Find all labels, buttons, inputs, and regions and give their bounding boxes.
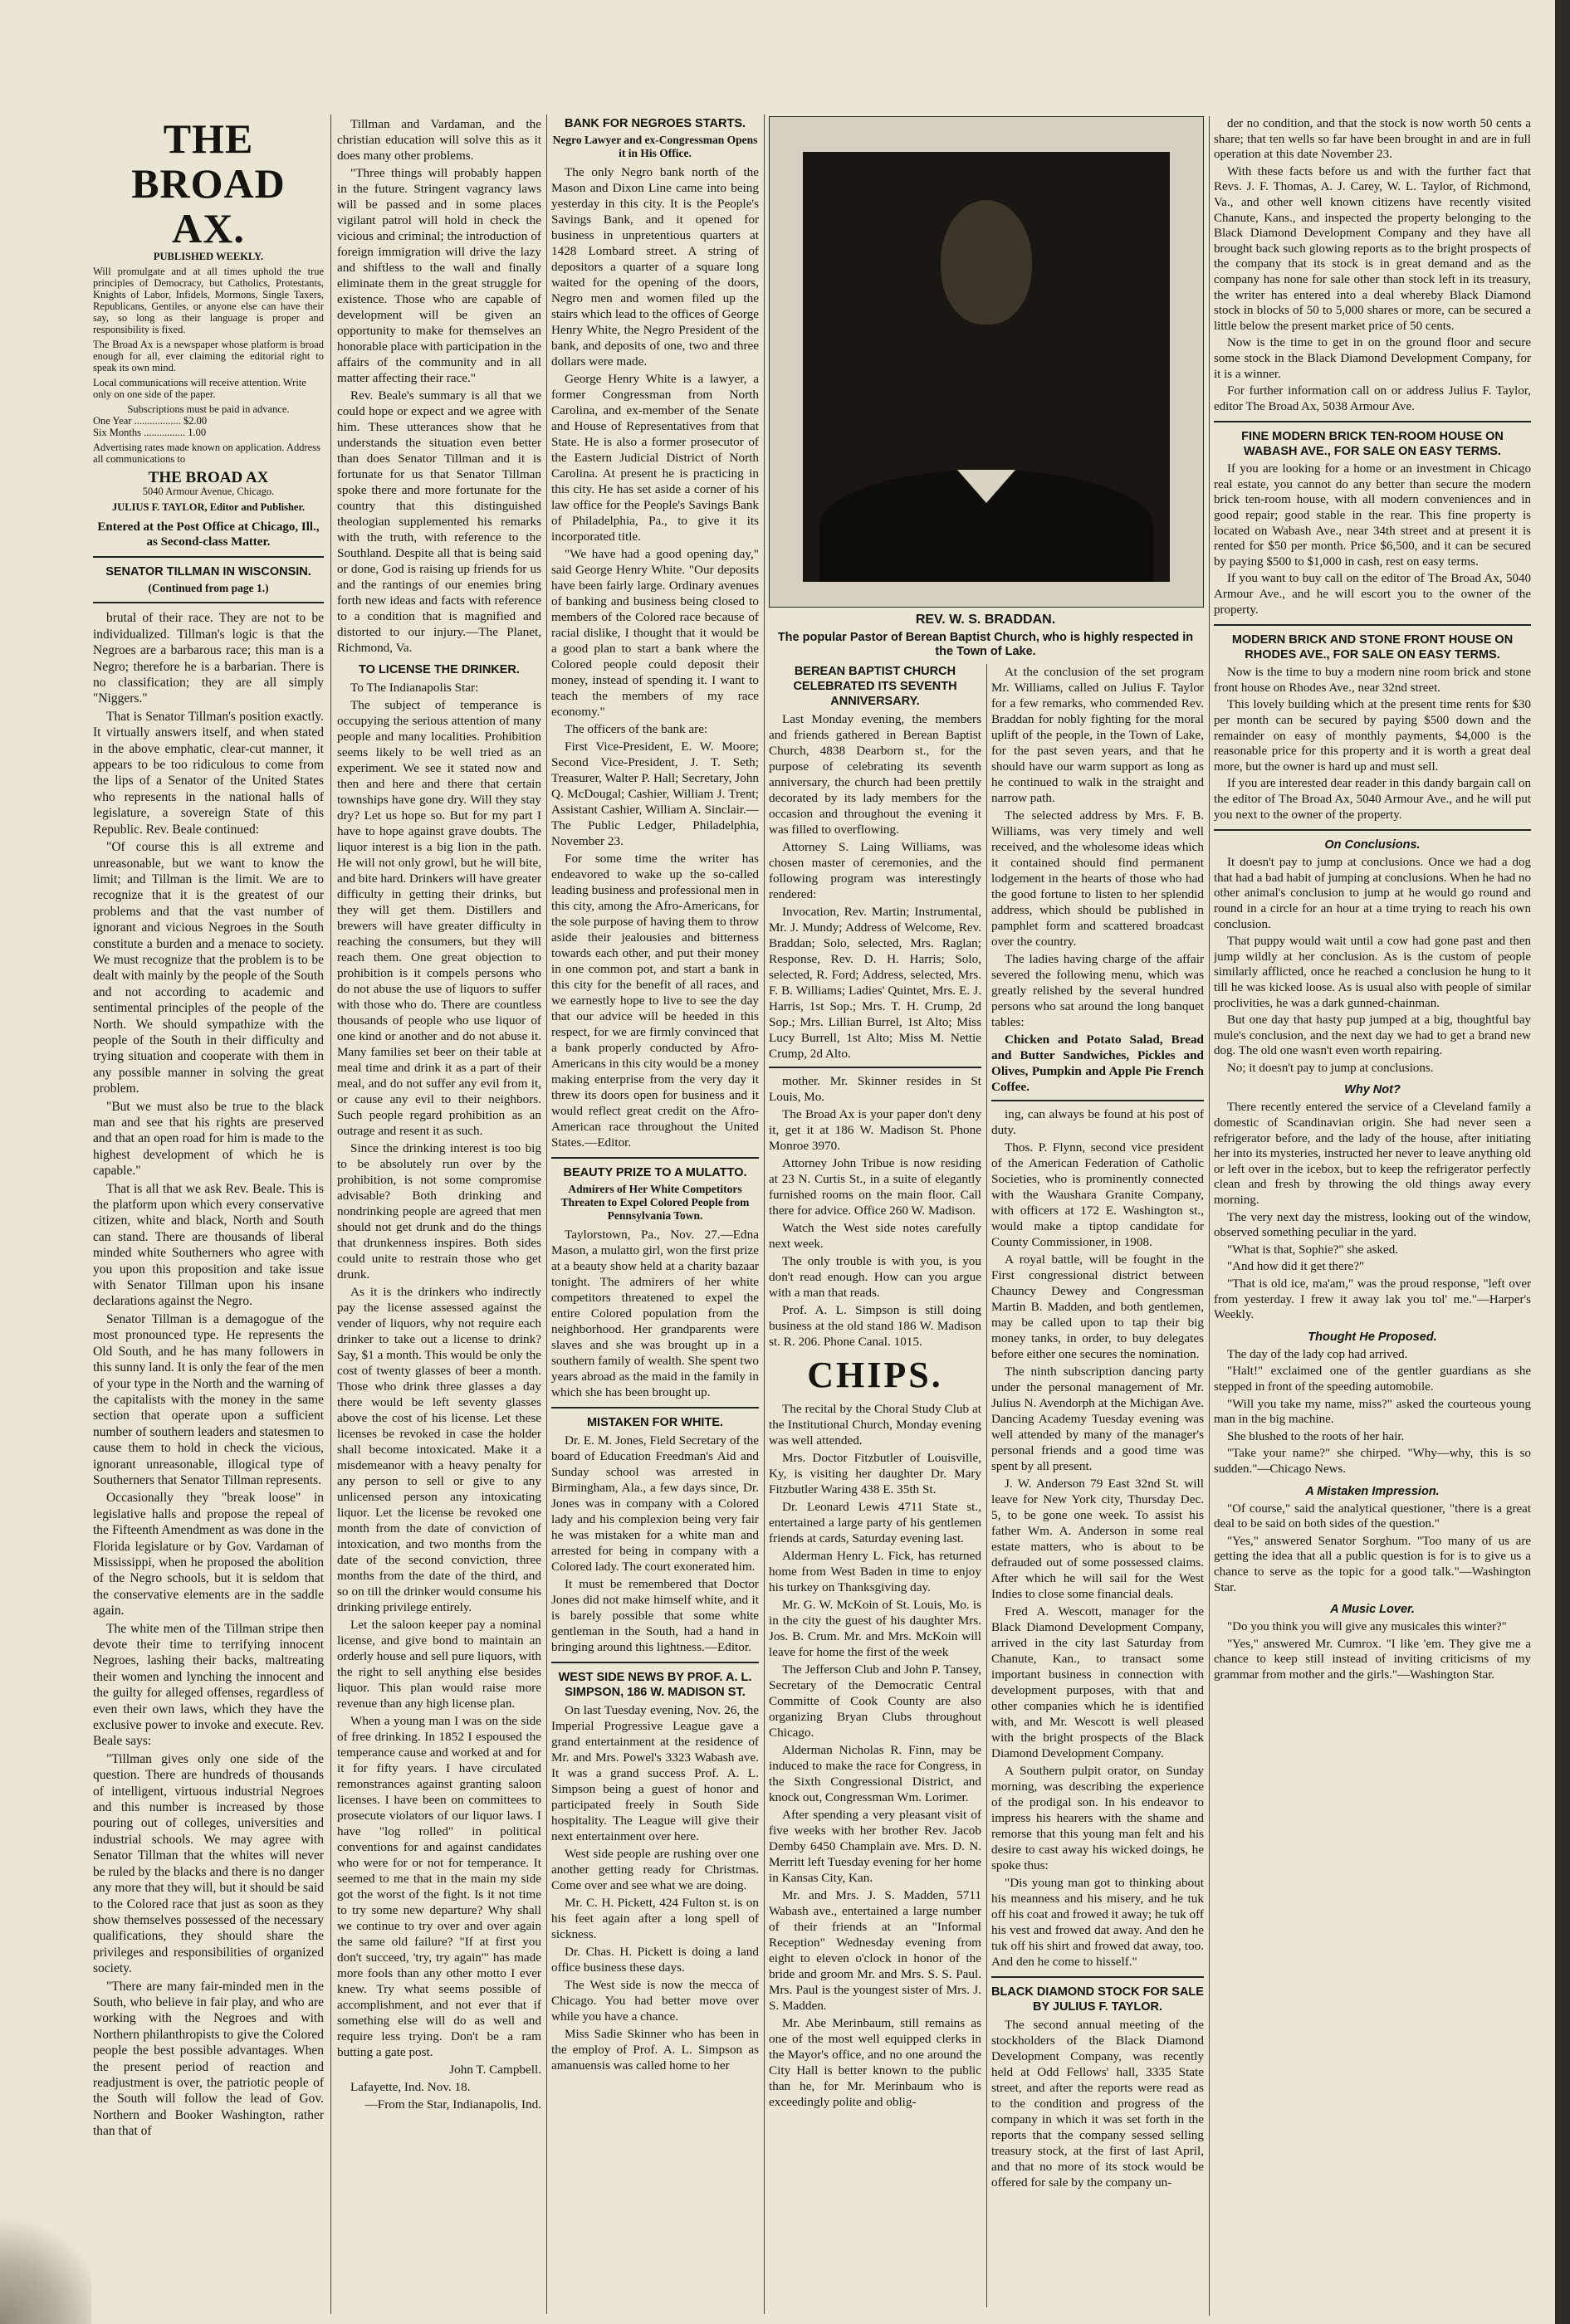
tillman-rule [93, 602, 324, 603]
masthead-rate-year: One Year .................. $2.00 [93, 415, 208, 427]
west-side-continued-paragraph: Watch the West side notes carefully next week. [769, 1221, 981, 1251]
drinker-paragraph: The subject of temperance is occupying the serious attention of many people and many localities. Prohibition seems likely to be well tried as an experiment. We see it stated now and then and here and there that certain townships have gone dry. Will they stay dry? Let us hope so. But for my part I have to hope against grave doubts. The liquor interest is a big lion in the path. He will not only growl, but he will bite, and bite hard. Drinkers will have greater difficulty in getting their drinks, but they will get them. Distillers and brewers will have greater difficulty in reaching the consumers, but they will reach them. One great objection to prohibition is it compels persons who do not abuse the use of liquors to suffer with those who do. There are countless thousands of people who use liquor of one kind or another and do not abuse it. Many families set beer on their table at meal time and drink it as a part of their meal, and do not suffer any evil from it, or cause any evil to their neighbors. Such people regard prohibition as an outrage and resent it as such. [337, 698, 541, 1138]
chips-continued-paragraph: A Southern pulpit orator, on Sunday morning, was describing the experience of the prodigal son. In his endeavor to impress his hearers with the shame and remorse that this young man felt and his desire to cast away his wicked doings, he spoke thus: [991, 1764, 1204, 1872]
wabash-house-headline: FINE MODERN BRICK TEN-ROOM HOUSE ON WABASH AVE., FOR SALE ON EASY TERMS. [1241, 430, 1504, 459]
masthead-title: THE BROAD AX. [131, 116, 286, 251]
column-1 [93, 116, 324, 2307]
masthead-address-street: 5040 Armour Avenue, Chicago. [142, 486, 275, 498]
berean-continued-paragraph: The selected address by Mrs. F. B. Williams, was very timely and well received, and the wholesome ideas which it contained should find permanent lodgement in the hearts of those who had the good fortune to listen to her splendid address, which should be published in pamphlet form and scattered broadcast over the country. [991, 808, 1204, 949]
beauty-paragraph: Taylorstown, Pa., Nov. 27.—Edna Mason, a mulatto girl, won the first prize at a beauty show held at a charity bazaar tonight. The admirers of her white competitors threatened to expel the entire Colored population from the neighborhood. Her grandparents were slaves and she was brought up in a southern family of wealth. She spent two years abroad as the maid in the family in which she has been brought up. [551, 1228, 759, 1399]
masthead-rate-six: Six Months ................ 1.00 [93, 427, 207, 438]
column-divider [764, 115, 765, 2314]
why-not-headline: Why Not? [1344, 1083, 1401, 1097]
conclusions-paragraph: But one day that hasty pup jumped at a big, thoughtful bay mule's conclusion, and the next day we had to get a brand new dog. The old one wasn't even worth repairing. [1214, 1013, 1531, 1058]
masthead-motto: Will promulgate and at all times uphold the true principles of Democracy, but Catholics, Protestants, Knights of Labor, Infidels, Mormons, Single Taxers, Republicans, Gentiles, or anyone else can have their say, so long as their language is proper and responsibility is fixed. [93, 266, 324, 335]
chips-paragraph: Mr. and Mrs. J. S. Madden, 5711 Wabash ave., entertained a large number of their friends at an "Informal Reception" Wednesday evening from eight to eleven o'clock in honor of the bride and groom Mr. and Mrs. S. S. Paul. Mrs. Paul is the youngest sister of Mrs. J. S. Madden. [769, 1888, 981, 2013]
section-rule [769, 1067, 981, 1068]
chips-paragraph: Dr. Leonard Lewis 4711 State st., entertained a large party of his gentlemen friends at cards, Saturday evening last. [769, 1500, 981, 1545]
conclusions-headline: On Conclusions. [1324, 838, 1421, 852]
west-side-paragraph: West side people are rushing over one another getting ready for Christmas. Come over and see what we are doing. [551, 1847, 759, 1892]
rhodes-house-paragraph: This lovely building which at the present time rents for $30 per month can be secured by paying $500 down and the remainder on easy of monthly payments, $4,000 is the reasonable price for this property and it is worth a great deal more, but the owner is hard up and must sell. [1214, 698, 1531, 774]
black-diamond-paragraph: The second annual meeting of the stockholders of the Black Diamond Development Company, was recently held at Odd Fellows' hall, 3335 State street, and after the reports were read as to the condition and progress of the company in which it was set forth in the reports that the company sessed selling treasury stock, at the first of last April, and that no more of its stock would be offered for sale by the company un- [991, 2018, 1204, 2190]
mistaken-paragraph: Dr. E. M. Jones, Field Secretary of the board of Education Freedman's Aid and Sunday school was arrested in Birmingham, Ala., a few days since, Dr. Jones was in company with a Colored lady and his complexion being very fair he was mistaken for a white man and arrested for being in company with a Colored lady. The court exonerated him. [551, 1433, 759, 1574]
masthead-editor: JULIUS F. TAYLOR, Editor and Publisher. [111, 501, 306, 514]
column-divider [330, 115, 331, 2314]
section-rule [1214, 421, 1531, 422]
west-side-paragraph: Miss Sadie Skinner who has been in the employ of Prof. A. L. Simpson as amanuensis was called home to her [551, 2027, 759, 2073]
west-side-continued-paragraph: The only trouble is with you, is you don't read enough. How can you argue with a man that reads. [769, 1254, 981, 1300]
chips-paragraph: Mr. Abe Merinbaum, still remains as one of the most well equipped clerks in the Mayor's office, and no one around the City Hall is better known to the public than he, for Mr. Merinbaum who is exceedingly polite and oblig- [769, 2016, 981, 2109]
conclusions-paragraph: No; it doesn't pay to jump at conclusions. [1227, 1061, 1434, 1075]
why-not-paragraph: There recently entered the service of a Cleveland family a domestic of Scandinavian origin. She had never seen a refrigerator before, and the lady of the house, after initiating her into its mysteries, instructed her never to leave anything old or left over in the icebox, but to keep the refrigerator perfectly clean and fresh by throwing the old things away every morning. [1214, 1101, 1531, 1208]
why-not-paragraph: "And how did it get there?" [1227, 1260, 1365, 1274]
black-diamond-continued-paragraph: der no condition, and that the stock is now worth 50 cents a share; that ten wells so far have been brought in and are in full operation at this date November 23. [1214, 117, 1531, 162]
tillman-paragraph: brutal of their race. They are not to be individualized. Tillman's logic is that the Negroes are a barbarous race; this man is a Negro; therefore he is a barbarian. There is no classification; they are all simply "Niggers." [93, 611, 324, 706]
berean-paragraph: Attorney S. Laing Williams, was chosen master of ceremonies, and the following program was interestingly rendered: [769, 840, 981, 901]
tillman-paragraph: Senator Tillman is a demagogue of the most pronounced type. He represents the Old South, and he has many followers in this sunny land. It is only the fear of the men of your type in the North and the warning of the capitalists with the money in the same section that operate upon a sufficient number of southern leaders and statesmen to cause them to hold in check the vicious, ignorant unreasonable, illogical type of Southerners that Senator Tillman represents. [93, 1311, 324, 1487]
chips-continued-paragraph: ing, can always be found at his post of duty. [991, 1107, 1204, 1137]
tillman-paragraph: Occasionally they "break loose" in legislative halls and propose the repeal of the Fifteenth Amendment as was done in the Florida legislature or by Gov. Vardaman of Mississippi, when he proposed the abolition of the Negro schools, but it is seldom that the conservative elements are in the saddle again. [93, 1491, 324, 1618]
page-binding-edge [1555, 0, 1570, 2324]
black-diamond-continued-paragraph: With these facts before us and with the further fact that Revs. J. F. Thomas, A. J. Carey, W. L. Taylor, of Richmond, Va., and other well known citizens have recently visited Chanute, Kans., and inspected the property belonging to the Black Diamond Development Company and they have all brought back such glowing reports as to the bright prospects of the company that its stock is in great demand and as the company has none for sale other than stock left in its treasury, the writer has entered into a deal whereby Black Diamond stock in blocks of 50 to 5,000 shares or more, can be secured a little below the present market price of 50 cents. [1214, 164, 1531, 333]
wabash-house-paragraph: If you are looking for a home or an investment in Chicago real estate, you cannot do any better than secure the modern brick ten-room house, with all modern conveniences and in good repair; good stable in the rear. This fine property is located on Wabash Ave., near 34th street and at present it is rented for $50 per month. Price $6,500, and it can be secured by paying $500 to $1,000 in cash, rest on easy terms. [1214, 462, 1531, 569]
bank-paragraph: First Vice-President, E. W. Moore; Second Vice-President, J. T. Seth; Treasurer, Walter P. Hall; Secretary, John Q. McDougal; Cashier, William J. Trent; Assistant Cashier, William A. Sinclair.—The Public Ledger, Philadelphia, November 23. [551, 740, 759, 848]
portrait-name: REV. W. S. BRADDAN. [915, 613, 1056, 627]
west-side-paragraph: Mr. C. H. Pickett, 424 Fulton st. is on his feet again after a long spell of sickness. [551, 1896, 759, 1941]
mistaken-headline: MISTAKEN FOR WHITE. [586, 1416, 724, 1429]
drinker-headline: TO LICENSE THE DRINKER. [359, 663, 520, 676]
bank-paragraph: The officers of the bank are: [565, 722, 708, 736]
conclusions-paragraph: That puppy would wait until a cow had gone past and then jump wildly at her conclusion. As is the custom of people similarly afflicted, once he reached a conclusion he hung to it till he was kicked loose. As is usual also with people of similar proclivities, he was a dark gunned-chainman. [1214, 935, 1531, 1010]
section-rule [551, 1662, 759, 1663]
masthead-entered: Entered at the Post Office at Chicago, Ill., as Second-class Matter. [97, 520, 320, 549]
why-not-paragraph: The very next day the mistress, looking out of the window, observed something peculiar in the yard. [1214, 1210, 1531, 1240]
wabash-house-paragraph: If you want to buy call on the editor of The Broad Ax, 5040 Armour Ave., and he will escort you to the owner of the property. [1214, 572, 1531, 617]
rhodes-house-paragraph: If you are interested dear reader in this dandy bargain call on the editor of The Broad Ax, 5040 Armour Ave., and he will put you next to the owner of the property. [1214, 777, 1531, 822]
column-2 [337, 116, 541, 2307]
section-rule [991, 1100, 1204, 1101]
west-side-continued-paragraph: mother. Mr. Skinner resides in St Louis, Mo. [769, 1074, 981, 1104]
drinker-paragraph: To The Indianapolis Star: [350, 681, 479, 695]
column-3 [551, 116, 759, 2307]
tillman-paragraph: That is Senator Tillman's position exactly. It virtually answers itself, and when stated in the above emphatic, clear-cut manner, it appears to be too ridiculous to come from the lips of a Senator of the United States who represents in the national halls of legislature, a sovereign State of this Republic. Rev. Beale continued: [93, 709, 324, 837]
bank-headline: BANK FOR NEGROES STARTS. [564, 117, 746, 130]
drinker-dateline: Lafayette, Ind. Nov. 18. [350, 2080, 471, 2094]
west-side-headline: WEST SIDE NEWS BY PROF. A. L. SIMPSON, 186 W. MADISON ST. [558, 1671, 752, 1699]
music-lover-paragraph: "Do you think you will give any musicales this winter?" [1227, 1620, 1507, 1634]
chips-paragraph: Mrs. Doctor Fitzbutler of Louisville, Ky, is visiting her daughter Dr. Mary Fitzbutler Waring 438 E. 35th St. [769, 1451, 981, 1496]
west-side-paragraph: Dr. Chas. H. Pickett is doing a land office business these days. [551, 1945, 759, 1975]
chips-paragraph: Mr. G. W. McKoin of St. Louis, Mo. is in the city the guest of his daughter Mrs. Jos. B. Crum. Mr. and Mrs. McKoin will leave for home the first of the week [769, 1598, 981, 1659]
portrait-photo [769, 116, 1204, 608]
drinker-paragraph: Let the saloon keeper pay a nominal license, and give bond to maintain an orderly house and sell pure liquors, with the right to sell anything else besides liquor. This plan would raise more revenue than any high license plan. [337, 1618, 541, 1711]
proposed-paragraph: "Take your name?" she chirped. "Why—why, this is so sudden."—Chicago News. [1214, 1447, 1531, 1476]
berean-continued-paragraph: At the conclusion of the set program Mr. Williams, called on Julius F. Taylor for a few remarks, who commended Rev. Braddan for nobly fighting for the moral uplift of the people, in the Town of Lake, for the past seven years, and that he should have our warm support as long as he continued to walk in the straight and narrow path. [991, 665, 1204, 805]
tillman-continued-paragraph: Tillman and Vardaman, and the christian education will solve this as it does many other problems. [337, 117, 541, 163]
column-divider [1209, 116, 1210, 2316]
bank-paragraph: For some time the writer has endeavored to wake up the so-called leading business and professional men in this city, among the Afro-Americans, for the sole purpose of having them to throw aside their jealousies and bitterness towards each other, and put their money in one common pot, and start a bank in this city for the benefit of all races, and we earnestly hope to live to see the day that our advice will be heeded in this respect, for we are firmly convinced that a bank properly conducted by Afro-Americans in this city would be a money making enterprise from the very day it threw its doors open for business and it would reflect great credit on the Afro-American race throughout the United States.—Editor. [551, 852, 759, 1150]
section-rule [991, 1976, 1204, 1978]
column-6 [1214, 116, 1531, 2307]
chips-continued-paragraph: Thos. P. Flynn, second vice president of the American Federation of Catholic Societies, who is prominently connected with the Waushara Granite Company, with officers at 172 E. Washington st., would make a tiptop candidate for County Commissioner, in 1908. [991, 1140, 1204, 1249]
section-rule [551, 1407, 759, 1409]
portrait-face [941, 200, 1032, 325]
tillman-continued-paragraph: "Three things will probably happen in the future. Stringent vagrancy laws will be passed and in some places vigilant patrol will hold in check the vicious and criminal; the introduction of foreign immigration will drive the lazy and shiftless to the wall and finally eliminate them in the great struggle for existence. Those who are capable of development will be given an opportunity to make for themselves an honorable place with participation in the affairs of the community and in all matter affecting their race." [337, 166, 541, 385]
chips-paragraph: Alderman Henry L. Fick, has returned home from West Baden in time to enjoy his turkey on Thanksgiving day. [769, 1549, 981, 1594]
portrait-caption: The popular Pastor of Berean Baptist Church, who is highly respected in the Town of Lake. [777, 631, 1194, 658]
west-side-paragraph: On last Tuesday evening, Nov. 26, the Imperial Progressive League gave a grand entertainment at the residence of Mr. and Mrs. Powel's 3323 Wabash ave. It was a grand success Prof. A. L. Simpson being a guest of honor and participated freely in South Side hospitality. The League will give their next entertainment over here. [551, 1703, 759, 1843]
chips-paragraph: After spending a very pleasant visit of five weeks with her brother Rev. Jacob Demby 6450 Champlain ave. Mrs. D. N. Merritt left Tuesday evening for her home in Kansas City, Kan. [769, 1808, 981, 1885]
column-5 [991, 664, 1204, 2307]
drinker-signature: John T. Campbell. [449, 2063, 541, 2077]
bank-paragraph: "We have had a good opening day," said George Henry White. "Our deposits have been fairly large. Ordinary avenues of banking and business being closed to members of the Colored race because of racial dislike, I thought that it would be a good plan to start a bank where the Colored people could deposit their money, instead of spending it. I want to teach the members of my race economy." [551, 547, 759, 719]
proposed-paragraph: She blushed to the roots of her hair. [1227, 1429, 1405, 1443]
chips-paragraph: The recital by the Choral Study Club at the Institutional Church, Monday evening was well attended. [769, 1402, 981, 1448]
tillman-paragraph: "But we must also be true to the black man and see that his rights are preserved and that an open road for him is made to the highest development of which he is capable." [93, 1099, 324, 1179]
beauty-headline: BEAUTY PRIZE TO A MULATTO. [563, 1166, 747, 1179]
masthead-address-name: THE BROAD AX [148, 469, 269, 486]
rhodes-house-headline: MODERN BRICK AND STONE FRONT HOUSE ON RHODES AVE., FOR SALE ON EASY TERMS. [1231, 633, 1514, 662]
tillman-headline: SENATOR TILLMAN IN WISCONSIN. [105, 565, 311, 579]
column-divider [986, 664, 987, 2307]
drinker-source: —From the Star, Indianapolis, Ind. [364, 2097, 541, 2112]
proposed-paragraph: "Will you take my name, miss?" asked the courteous young man in the big machine. [1214, 1397, 1531, 1427]
section-rule [551, 1157, 759, 1159]
berean-continued-paragraph: The ladies having charge of the affair severed the following menu, which was greatly relished by the several hundred persons who sat around the long banquet tables: [991, 952, 1204, 1029]
music-lover-headline: A Music Lover. [1330, 1603, 1415, 1617]
conclusions-paragraph: It doesn't pay to jump at conclusions. Once we had a dog that had a bad habit of jumping at conclusions. When he had no other animal's conclusion to jump at he would go round and round in a circle for an hour at a time trying to reach his own conclusion. [1214, 856, 1531, 931]
drinker-paragraph: As it is the drinkers who indirectly pay the license assessed against the vender of liquors, why not require each drinker to take out a license to drink? Say, $1 a month. This would be only the cost of twenty glasses of beer a month. Those who drink three glasses a day there would be left seventy glasses above the cost of his license. Let these licenses be revoked in case the holder shall become intoxicated. Make it a misdemeanor with a heavy penalty for any person to sell or give to any unlicensed person any intoxicating liquor. Let the license be revoked one month from the date of conviction of intoxication, and two months from the date of the second conviction, three months from the date of the third, and so on till the drinker would consume his drinking privilege entirely. [337, 1285, 541, 1614]
column-4 [769, 664, 981, 2307]
proposed-paragraph: The day of the lady cop had arrived. [1227, 1347, 1408, 1361]
impression-paragraph: "Yes," answered Senator Sorghum. "Too many of us are getting the idea that all a public question is for is to give us a chance to serve as the topic for a good talk."—Washington Star. [1214, 1534, 1531, 1594]
berean-paragraph: Last Monday evening, the members and friends gathered in Berean Baptist Church, 4838 Dearborn st., for the purpose of celebrating its seventh anniversary, the church had been prettily decorated by its lady members for the occasion and throughout the evening it was filled to overflowing. [769, 712, 981, 837]
mistaken-paragraph: It must be remembered that Doctor Jones did not make himself white, and it is barely possible that some white gentleman in the South, had a hand in bringing around this lightness.—Editor. [551, 1577, 759, 1654]
tillman-paragraph: "Of course this is all extreme and unreasonable, but we want to know the limit; and Tillman is the limit. We are to recognize that it is the greatest of our problems and that the vast number of ignorant and vicious Negroes in the South constitute a burden and a menace to society. We must recognize that the problem is to be dealt with mainly by the people of the South and not according to academic and sentimental principles of the people of the North. We should sympathize with the people of the South in their difficulty and trying situation and cooperate with them in any possible manner in solving the great problem. [93, 840, 324, 1096]
chips-continued-paragraph: Fred A. Wescott, manager for the Black Diamond Development Company, arrived in the city last Saturday from Chanute, Kan., to transact some important business in connection with development purposes, with that and other companies which he is identified with, and Mr. Wescott is well pleased with the bright prospects of the Black Diamond Development Company. [991, 1604, 1204, 1760]
bank-subheadline: Negro Lawyer and ex-Congressman Opens it in His Office. [552, 134, 758, 159]
section-rule [1214, 624, 1531, 626]
masthead-policy: The Broad Ax is a newspaper whose platform is broad enough for all, ever claiming the editorial right to speak its own mind. [93, 339, 324, 374]
why-not-paragraph: "What is that, Sophie?" she asked. [1227, 1243, 1398, 1257]
column-divider [546, 115, 547, 2314]
chips-continued-paragraph: J. W. Anderson 79 East 32nd St. will leave for New York city, Thursday Dec. 5, to be gone one week. To assist his father Wm. A. Anderson in some real estate matters, who is about to be defrauded out of some possessed claims. After which he will sail for the West Indies to close some financial deals. [991, 1477, 1204, 1601]
berean-paragraph: Invocation, Rev. Martin; Instrumental, Mr. J. Mundy; Address of Welcome, Rev. Braddan; Solo, selected, Mrs. Raglan; Response, Rev. D. H. Harris; Solo, selected, R. Ford; Address, selected, Mrs. F. B. Williams; Ladies' Quintet, Mrs. E. J. Harris, 1st Sop.; Mrs. T. H. Crump, 2d Sop.; Mrs. Lillian Burrel, 1st Alto; Miss Lucy Burrell, 1st Alto; Miss M. Nettie Crump, 2d Alto. [769, 905, 981, 1061]
black-diamond-headline: BLACK DIAMOND STOCK FOR SALE BY JULIUS F. TAYLOR. [991, 1985, 1204, 2014]
masthead-anonymous: Local communications will receive attention. Write only on one side of the paper. [93, 377, 306, 400]
impression-paragraph: "Of course," said the analytical questioner, "there is a great deal to be said on both sides of the question." [1214, 1501, 1531, 1531]
masthead-rule [93, 556, 324, 558]
bank-paragraph: George Henry White is a lawyer, a former Congressman from North Carolina, and ex-member of the Senate and House of Representatives from that State. He is also a former prosecutor of the Eastern Judicial District of North Carolina. At present he is practicing in this city. He has set aside a corner of his law office for the People's Savings Bank of Philadelphia, Pa., to give it its incorporated title. [551, 372, 759, 544]
portrait-frame [803, 152, 1170, 582]
masthead-published: PUBLISHED WEEKLY. [153, 251, 264, 262]
west-side-continued-paragraph: Attorney John Tribue is now residing at 23 N. Curtis St., in a suite of elegantly furnished rooms on the main floor. Call there for advice. Office 260 W. Madison. [769, 1156, 981, 1218]
black-diamond-continued-paragraph: For further information call on or address Julius F. Taylor, editor The Broad Ax, 5038 Armour Ave. [1214, 384, 1531, 413]
chips-continued-paragraph: A royal battle, will be fought in the First congressional district between Chauncy Dewey and Congressman Martin B. Madden, and both gentlemen, may be called upon to tap their big money tanks, in order, to buy delegates before either one secures the nomination. [991, 1252, 1204, 1361]
impression-headline: A Mistaken Impression. [1305, 1484, 1440, 1498]
tillman-paragraph: The white men of the Tillman stripe then devote their time to terrifying innocent Negroes, lashing their backs, maltreating their women and lynching the innocent and the guilty for alleged offenses, regardless of even their own laws, which they have the exclusive power to invoke and execute. Rev. Beale says: [93, 1621, 324, 1749]
tillman-paragraph: "There are many fair-minded men in the South, who believe in fair play, and who are working with the Negroes and with Northern philanthropists to give the Colored people the best possible advantages. When the present period of reaction and readjustment is over, the patriotic people of the South will follow the lead of Gov. Northern and Booker Washington, rather than that of [93, 1979, 324, 2139]
west-side-continued-paragraph: Prof. A. L. Simpson is still doing business at the old stand 186 W. Madison st. R. 206. Phone Canal. 1015. [769, 1303, 981, 1349]
proposed-headline: Thought He Proposed. [1308, 1330, 1437, 1344]
tillman-paragraph: That is all that we ask Rev. Beale. This is the platform upon which every conservative citizen, white and black, North and South can stand. There are thousands of liberal minded white Southerners who agree with you upon this proposition and take issue with Senator Tillman upon his insane declarations against the Negro. [93, 1181, 324, 1309]
drinker-paragraph: When a young man I was on the side of free drinking. In 1852 I espoused the temperance cause and worked at and for it for fifty years. I have circulated remonstrances against granting saloon licenses. I have been on committees to prosecute violators of our liquor laws. I have "log rolled" in political conventions for and against candidates who were for or not for temperance. It seemed to me that in the main my side got the worst of the fight. Is it not time to try some new departure? Why shall we continue to try over and over again the same old failure? "If at first you don't succeed, 'try, try again'" has made more fools than any other motto I ever knew. Try what seems possible of accomplishment, and not ever that if something else will do as well and require less trying. Don't be a ram butting a gate post. [337, 1714, 541, 2059]
chips-paragraph: The Jefferson Club and John P. Tansey, Secretary of the Democratic Central Committe of Cook County are also organizing Bryan Clubs throughout Chicago. [769, 1662, 981, 1740]
bank-paragraph: The only Negro bank north of the Mason and Dixon Line came into being yesterday in this city. It is the People's Savings Bank, and it opened for business in unpretentious quarters at 1428 Lombard street. A string of depositors a quarter of a square long waited for the opening of the doors, Negro men and women filed up the stairs which lead to the offices of George Henry White, the Negro President of the bank, and deposits of one, two and three dollars were made. [551, 165, 759, 369]
beauty-subheadline: Admirers of Her White Competitors Threaten to Expel Colored People from Pennsylvania Town. [560, 1183, 750, 1222]
masthead-advertising: Advertising rates made known on application. Address all communications to [93, 442, 320, 465]
music-lover-paragraph: "Yes," answered Mr. Cumrox. "I like 'em. They give me a chance to keep still instead of inviting criticisms of my grammar from mother and the girls."—Washington Star. [1214, 1637, 1531, 1682]
chips-continued-paragraph: The ninth subscription dancing party under the personal management of Mr. Julius N. Avendorph at the Michigan Ave. Dancing Academy Tuesday evening was well attended by many of the manager's personal friends and a good time was spent by all present. [991, 1365, 1204, 1473]
west-side-continued-paragraph: The Broad Ax is your paper don't deny it, get it at 186 W. Madison St. Phone Monroe 3970. [769, 1107, 981, 1153]
section-rule [1214, 829, 1531, 831]
tillman-continued: (Continued from page 1.) [148, 582, 269, 595]
chips-continued-paragraph: "Dis young man got to thinking about his meanness and his misery, and he tuk off his coat and frowed it away; he tuk off his vest and frowed dat away. And den he tuk off his shirt and frowed dat away, too. And den he come to hisself." [991, 1876, 1204, 1969]
rhodes-house-paragraph: Now is the time to buy a modern nine room brick and stone front house on Rhodes Ave., near 32nd street. [1214, 666, 1531, 695]
berean-headline: BEREAN BAPTIST CHURCH CELEBRATED ITS SEVENTH ANNIVERSARY. [793, 665, 957, 708]
chips-paragraph: Alderman Nicholas R. Finn, may be induced to make the race for Congress, in the Sixth Congressional District, and knock out, Congressman Wm. Lorimer. [769, 1743, 981, 1804]
tillman-paragraph: "Tillman gives only one side of the question. There are hundreds of thousands of intelligent, virtuous industrial Negroes and this number is increased by those pouring out of colleges, universities and industrial schools. We may agree with Senator Tillman that the whites will never be ruled by the blacks and there is no danger any more that they will, but it should be said to the Colored race that just as soon as they show themselves possessed of the necessary qualifications, they should share the privileges and responsibilities of organized society. [93, 1751, 324, 1976]
masthead-subscription: Subscriptions must be paid in advance. [127, 403, 290, 415]
west-side-paragraph: The West side is now the mecca of Chicago. You had better move over while you have a chance. [551, 1978, 759, 2024]
berean-menu: Chicken and Potato Salad, Bread and Butter Sandwiches, Pickles and Olives, Pumpkin and Apple Pie French Coffee. [991, 1033, 1204, 1094]
page-stain [0, 2200, 91, 2324]
drinker-paragraph: Since the drinking interest is too big to be absolutely run over by the prohibition, is not some compromise advisable? Both drinking and nondrinking people are agreed that men should not get drunk and do the things that drunkenness inspires. Both sides could unite to restrain those who get drunk. [337, 1141, 541, 1282]
chips-headline: CHIPS. [807, 1355, 943, 1395]
tillman-continued-paragraph: Rev. Beale's summary is all that we could hope or expect and we agree with him. These utterances show that he understands the situation even better than does Senator Tillman and it is fortunate for us that Senator Tillman spoke there and more fortunate for the country that this distinguished theologian supplemented his remarks with the truth, with reference to the Southland. Despite all that is being said or done, God is raising up friends for us and the rantings of our enemies bring forth new ideas and facts with reference to a condition that is magnified and distorted to our injury.—The Planet, Richmond, Va. [337, 388, 541, 655]
why-not-paragraph: "That is old ice, ma'am," was the proud response, "left over from yesterday. I frew it away lak you tol' me."—Harper's Weekly. [1214, 1277, 1531, 1322]
black-diamond-continued-paragraph: Now is the time to get in on the ground floor and secure some stock in the Black Diamond Development Company, for it is a winner. [1214, 336, 1531, 381]
proposed-paragraph: "Halt!" exclaimed one of the gentler guardians as she stepped in front of the speeding automobile. [1214, 1365, 1531, 1394]
